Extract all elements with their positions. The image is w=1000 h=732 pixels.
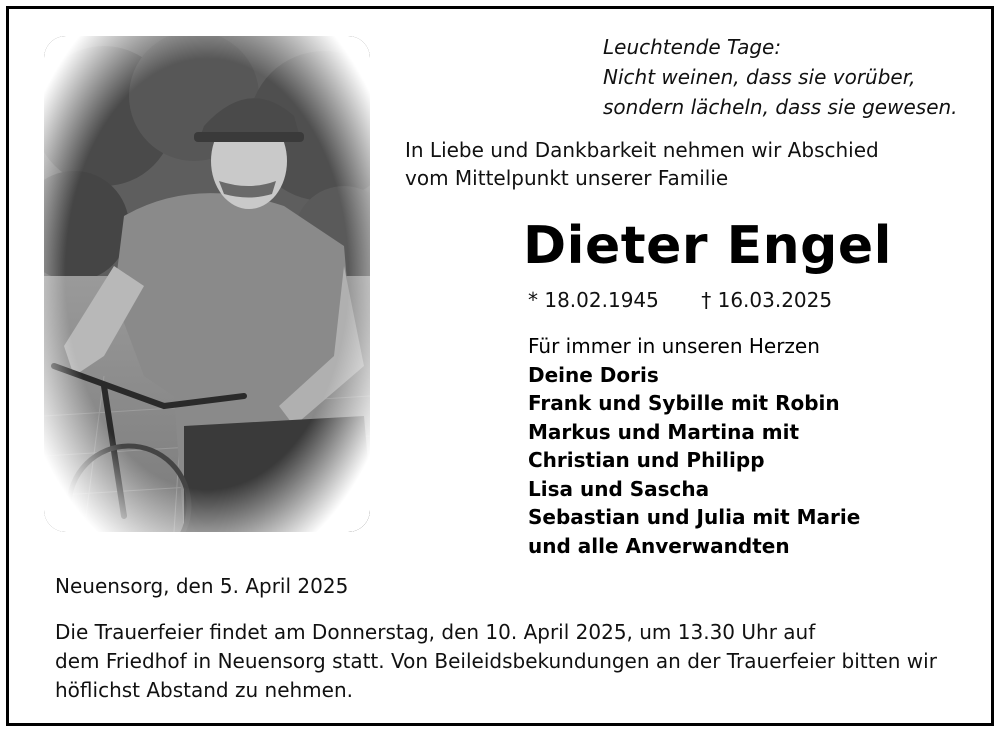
family-member: und alle Anverwandten [528,533,790,558]
portrait-image [44,36,370,532]
deceased-name: Dieter Engel [523,216,892,276]
family-member: Deine Doris [528,362,659,387]
intro-line: vom Mittelpunkt unserer Familie [405,166,729,190]
family-member: Markus und Martina mit [528,419,800,444]
family-member: Lisa und Sascha [528,476,710,501]
family-member: Christian und Philipp [528,448,765,472]
farewell-intro [405,136,965,192]
poem-verse [603,32,983,122]
family-member: Sebastian und Julia mit Marie [528,505,861,529]
family-member: Frank und Sybille mit Robin [528,391,840,415]
family-lead: Für immer in unseren Herzen [528,334,820,358]
poem-line: Leuchtende Tage: [603,35,782,59]
portrait-photo [44,36,370,532]
death-date: † 16.03.2025 [701,288,833,312]
poem-line: Nicht weinen, dass sie vorüber, [603,65,916,89]
life-dates [528,286,832,314]
ceremony-notice [55,618,965,705]
ceremony-line: höflichst Abstand zu nehmen. [55,678,353,702]
birth-date: * 18.02.1945 [528,288,659,312]
intro-line: In Liebe und Dankbarkeit nehmen wir Abschied [405,138,879,162]
ceremony-line: Die Trauerfeier findet am Donnerstag, den 10. April 2025, um 13.30 Uhr auf [55,620,816,644]
poem-line: sondern lächeln, dass sie gewesen. [603,95,958,119]
ceremony-line: dem Friedhof in Neuensorg statt. Von Beileidsbekundungen an der Trauerfeier bitten wir [55,649,937,673]
place-date: Neuensorg, den 5. April 2025 [55,574,349,598]
family-list [528,332,968,560]
